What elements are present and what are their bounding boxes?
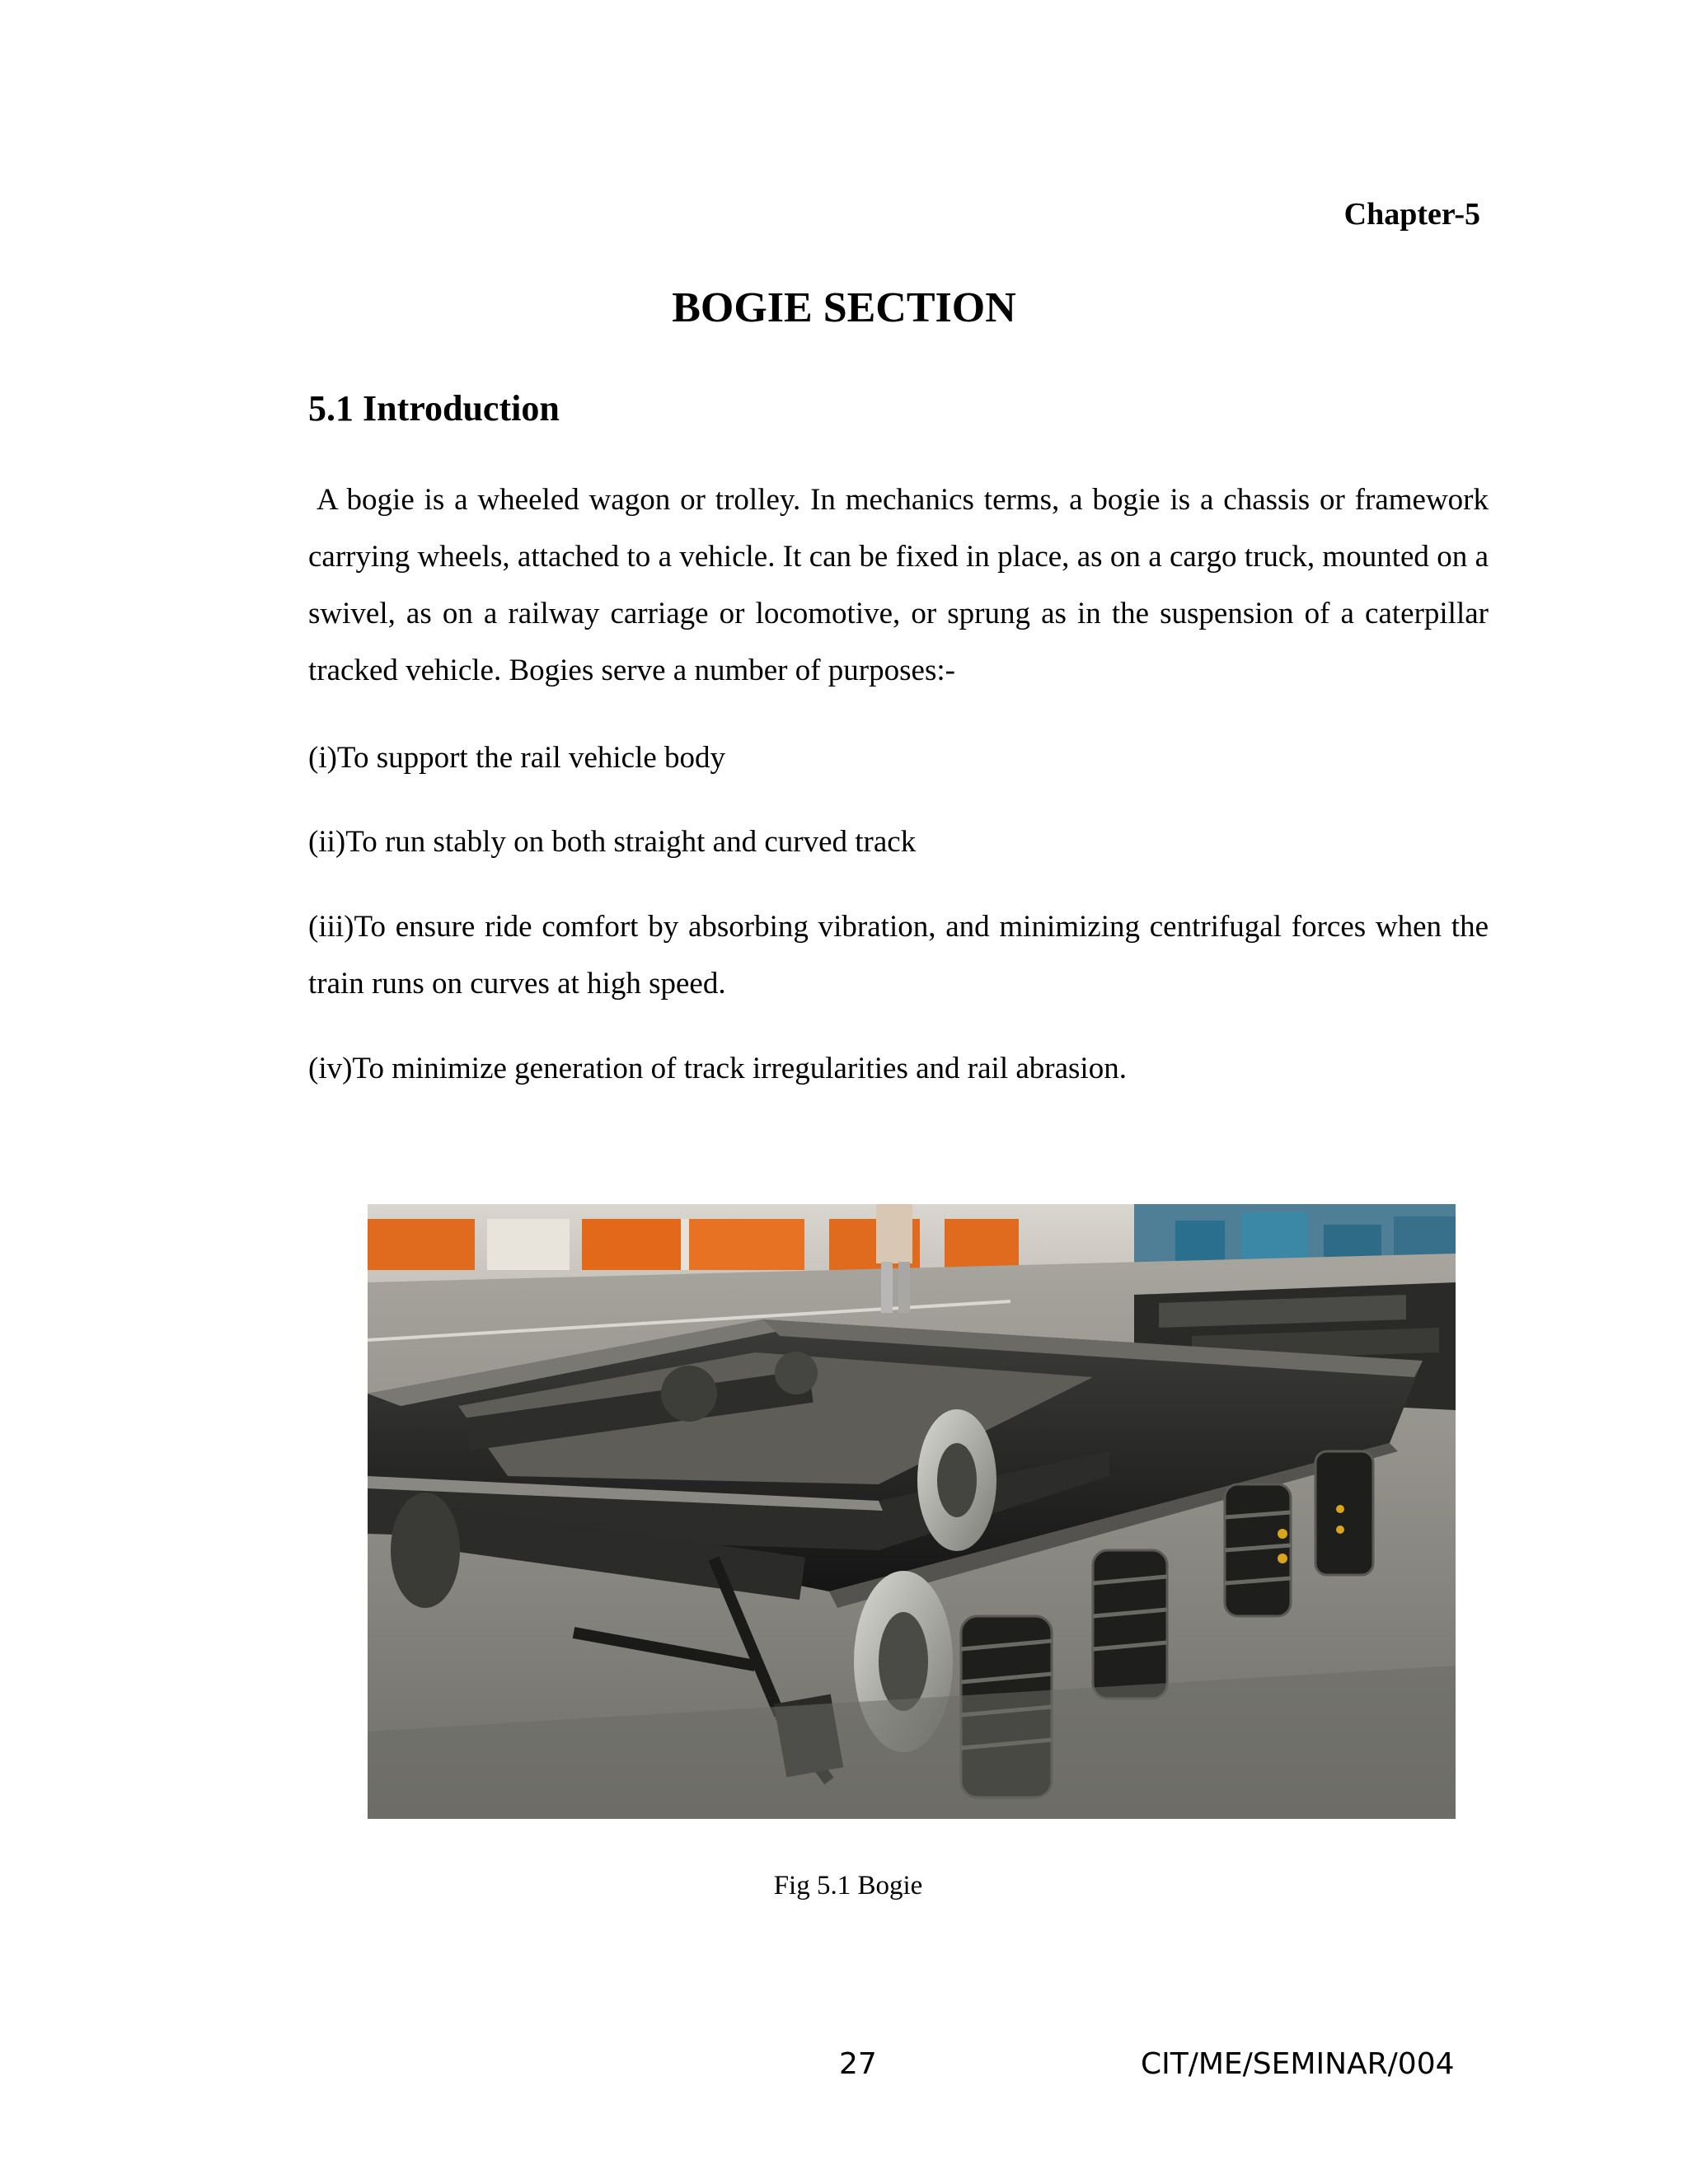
purpose-item-4: (iv)To minimize generation of track irregularities and rail abrasion. (308, 1052, 1127, 1085)
purpose-item-3: (iii)To ensure ride comfort by absorbing vibration, and minimizing centrifugal forces when the train runs on curves at high speed. (308, 910, 1489, 1001)
purpose-item-2: (ii)To run stably on both straight and curved track (308, 825, 917, 859)
intro-paragraph: A bogie is a wheeled wagon or trolley. In mechanics terms, a bogie is a chassis or framework carrying wheels, attached to a vehicle. It can be fixed in place, as on a cargo truck, mounted on a swivel, as on a railway carriage or locomotive, or sprung as in the suspension of a caterpillar tracked vehicle. Bogies serve a number of purposes:- (308, 483, 1489, 687)
page-title: BOGIE SECTION (672, 284, 1016, 331)
bogie-photo (368, 1204, 1456, 1819)
page-number: 27 (839, 2047, 877, 2081)
document-code: CIT/ME/SEMINAR/004 (1141, 2047, 1455, 2081)
purpose-item-1: (i)To support the rail vehicle body (308, 741, 726, 775)
section-heading: 5.1 Introduction (308, 388, 560, 429)
chapter-label: Chapter-5 (1343, 197, 1480, 232)
figure-caption: Fig 5.1 Bogie (773, 1871, 923, 1900)
